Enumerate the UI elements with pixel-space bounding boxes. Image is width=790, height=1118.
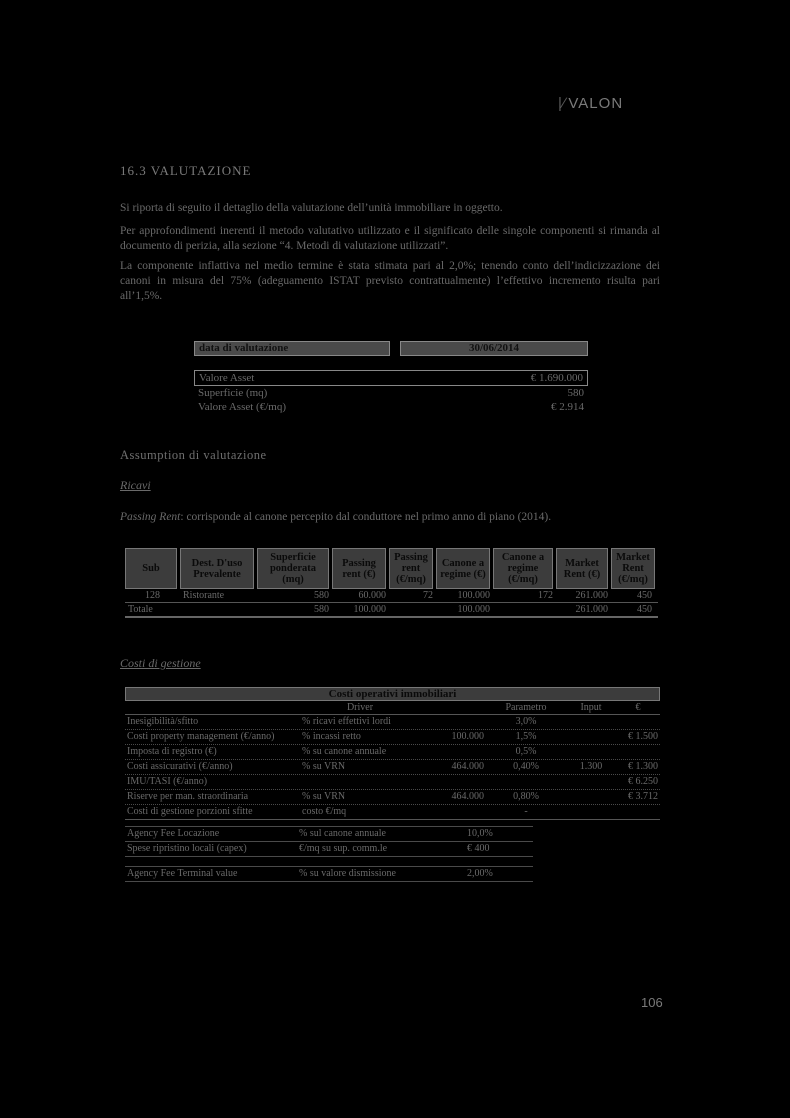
costs-table-title: Costi operativi immobiliari [125,687,660,701]
costs-heading: Costi di gestione [120,656,201,670]
cost-driver: % su VRN [302,791,346,802]
fee-label: Spese ripristino locali (capex) [127,843,247,854]
header-canone-regime: Canone a regime (€) [436,548,490,589]
ricavi-heading: Ricavi [120,478,151,492]
header-passing-rent: Passing rent (€) [332,548,386,589]
total-row [125,603,658,618]
cost-param: 0,80% [513,791,539,802]
cell-total-empty [493,603,556,616]
valuation-row [194,370,588,386]
cell-canone-regime: 100.000 [457,590,490,601]
table-row [125,805,660,820]
header-canone-regime-sqm: Canone a regime (€/mq) [493,548,553,589]
cost-input: 1.300 [579,761,603,772]
header-market-rent: Market Rent (€) [556,548,608,589]
table-row [125,867,533,882]
section-title: 16.3 VALUTAZIONE [120,163,252,178]
header-sub: Sub [125,548,177,589]
cost-input [566,745,616,759]
surface-label: Superficie (mq) [198,387,268,399]
table-row [125,842,533,857]
passing-rent-note [120,510,660,525]
cell-total-passing-rent: 100.000 [353,604,386,615]
header-passing-rent-sqm: Passing rent (€/mq) [389,548,433,589]
header-driver: Driver [346,702,374,713]
cell-total-market-rent-sqm: 450 [637,604,652,615]
table-row [125,715,660,730]
fee-driver: €/mq su sup. comm.le [299,843,388,854]
cost-base: 100.000 [451,731,484,742]
page-number: 106 [641,995,663,1010]
cost-param: 1,5% [515,731,537,742]
cell-destination: Ristorante [183,590,225,601]
fee-label: Agency Fee Locazione [127,828,220,839]
cell-sub: 128 [145,590,160,601]
cost-label: Riserve per man. straordinaria [127,791,249,802]
method-paragraph: Per approfondimenti inerenti il metodo valutativo utilizzato e il significato delle singole componenti si rimanda al documento di perizia, alla sezione “4. Metodi di valutazione utilizzati”. [120,225,660,252]
fee-label: Agency Fee Terminal value [127,868,238,879]
table-row [125,730,660,745]
costs-header-row [125,701,660,715]
asset-value-label: Valore Asset [199,372,255,384]
table-row [125,760,660,775]
cell-passing-rent: 60.000 [358,590,386,601]
cell-total-empty [180,603,257,616]
cost-driver: costo €/mq [302,806,347,817]
cell-market-rent-sqm: 450 [637,590,652,601]
terminal-fee-table [125,866,533,882]
passing-rent-text: : corrisponde al canone percepito dal conduttore nel primo anno di piano (2014). [180,511,552,523]
cost-base [420,715,486,729]
cost-param: 3,0% [515,716,537,727]
fee-param: € 400 [467,843,490,854]
cell-total-market-rent: 261.000 [575,604,608,615]
cost-input [566,775,616,789]
cell-total-label: Totale [128,604,153,615]
cost-base [420,775,486,789]
cost-eur [616,805,660,819]
cost-param: 0,5% [515,746,537,757]
cost-base: 464.000 [451,791,484,802]
valuation-summary-table [194,341,588,414]
cost-input [566,730,616,744]
valuation-row [194,400,588,414]
intro-paragraph: Si riporta di seguito il dettaglio della valutazione dell’unità immobiliare in oggetto. [120,202,503,214]
cost-eur: € 6.250 [628,776,658,787]
cost-driver: % ricavi effettivi lordi [302,716,391,727]
passing-rent-term: Passing Rent [120,511,181,523]
cost-eur: € 1.300 [628,761,658,772]
fee-param: 2,00% [467,868,493,879]
fee-param: 10,0% [467,828,493,839]
cost-base [420,745,486,759]
table-row [125,775,660,790]
cell-market-rent: 261.000 [575,590,608,601]
cost-label: Costi property management (€/anno) [127,731,275,742]
cell-surface: 580 [314,590,329,601]
cost-input [566,790,616,804]
cell-total-canone-regime: 100.000 [457,604,490,615]
cost-param: - [524,806,528,817]
header-destination: Dest. D'uso Prevalente [180,548,254,589]
cell-total-surface: 580 [314,604,329,615]
fee-driver: % sul canone annuale [299,828,386,839]
cost-eur [616,745,660,759]
cost-driver: % su canone annuale [302,746,387,757]
asset-per-sqm-label: Valore Asset (€/mq) [198,401,286,413]
table-row [125,790,660,805]
cost-param: 0,40% [513,761,539,772]
cost-label: Imposta di registro (€) [127,746,217,757]
cost-base [420,805,486,819]
logo-mark: |∕ [558,95,567,112]
fee-driver: % su valore dismissione [299,868,396,879]
cost-driver: % incassi retto [302,731,361,742]
table-row [125,827,533,842]
table-row [125,745,660,760]
cost-driver [300,775,420,789]
cost-eur: € 1.500 [628,731,658,742]
header-market-rent-sqm: Market Rent (€/mq) [611,548,655,589]
cost-input [566,805,616,819]
cost-input [566,715,616,729]
cost-eur: € 3.712 [628,791,658,802]
header-input: Input [580,702,602,713]
assumptions-heading: Assumption di valutazione [120,448,267,462]
valuation-row [194,386,588,400]
cost-eur [616,715,660,729]
cost-base: 464.000 [451,761,484,772]
fees-table [125,826,533,857]
valuation-date-value: 30/06/2014 [400,341,588,356]
asset-value: € 1.690.000 [530,372,583,384]
avalon-logo [558,95,623,112]
cell-canone-regime-sqm: 172 [538,590,553,601]
operating-costs-table [125,687,660,820]
cost-label: IMU/TASI (€/anno) [127,776,208,787]
cost-label: Costi di gestione porzioni sfitte [127,806,253,817]
header-param: Parametro [505,702,547,713]
cost-label: Costi assicurativi (€/anno) [127,761,233,772]
cost-label: Inesigibilità/sfitto [127,716,199,727]
surface-value: 580 [567,387,584,399]
cost-driver: % su VRN [302,761,346,772]
inflation-paragraph: La componente inflattiva nel medio termine è stata stimata pari al 2,0%; tenendo conto dell’indicizzazione dei canoni in misura del 75% (adeguamento ISTAT previsto contrattualmente) l’effettivo incremento risulta pari all’1,5%. [120,260,660,302]
rent-table [125,548,658,618]
logo-text: VALON [568,95,624,112]
table-row [125,589,658,603]
valuation-date-label: data di valutazione [194,341,390,356]
cell-total-empty [389,603,436,616]
cost-param [486,775,566,789]
header-eur: € [635,702,641,713]
cell-passing-rent-sqm: 72 [423,590,433,601]
asset-per-sqm-value: € 2.914 [551,401,584,413]
header-surface: Superficie ponderata (mq) [257,548,329,589]
